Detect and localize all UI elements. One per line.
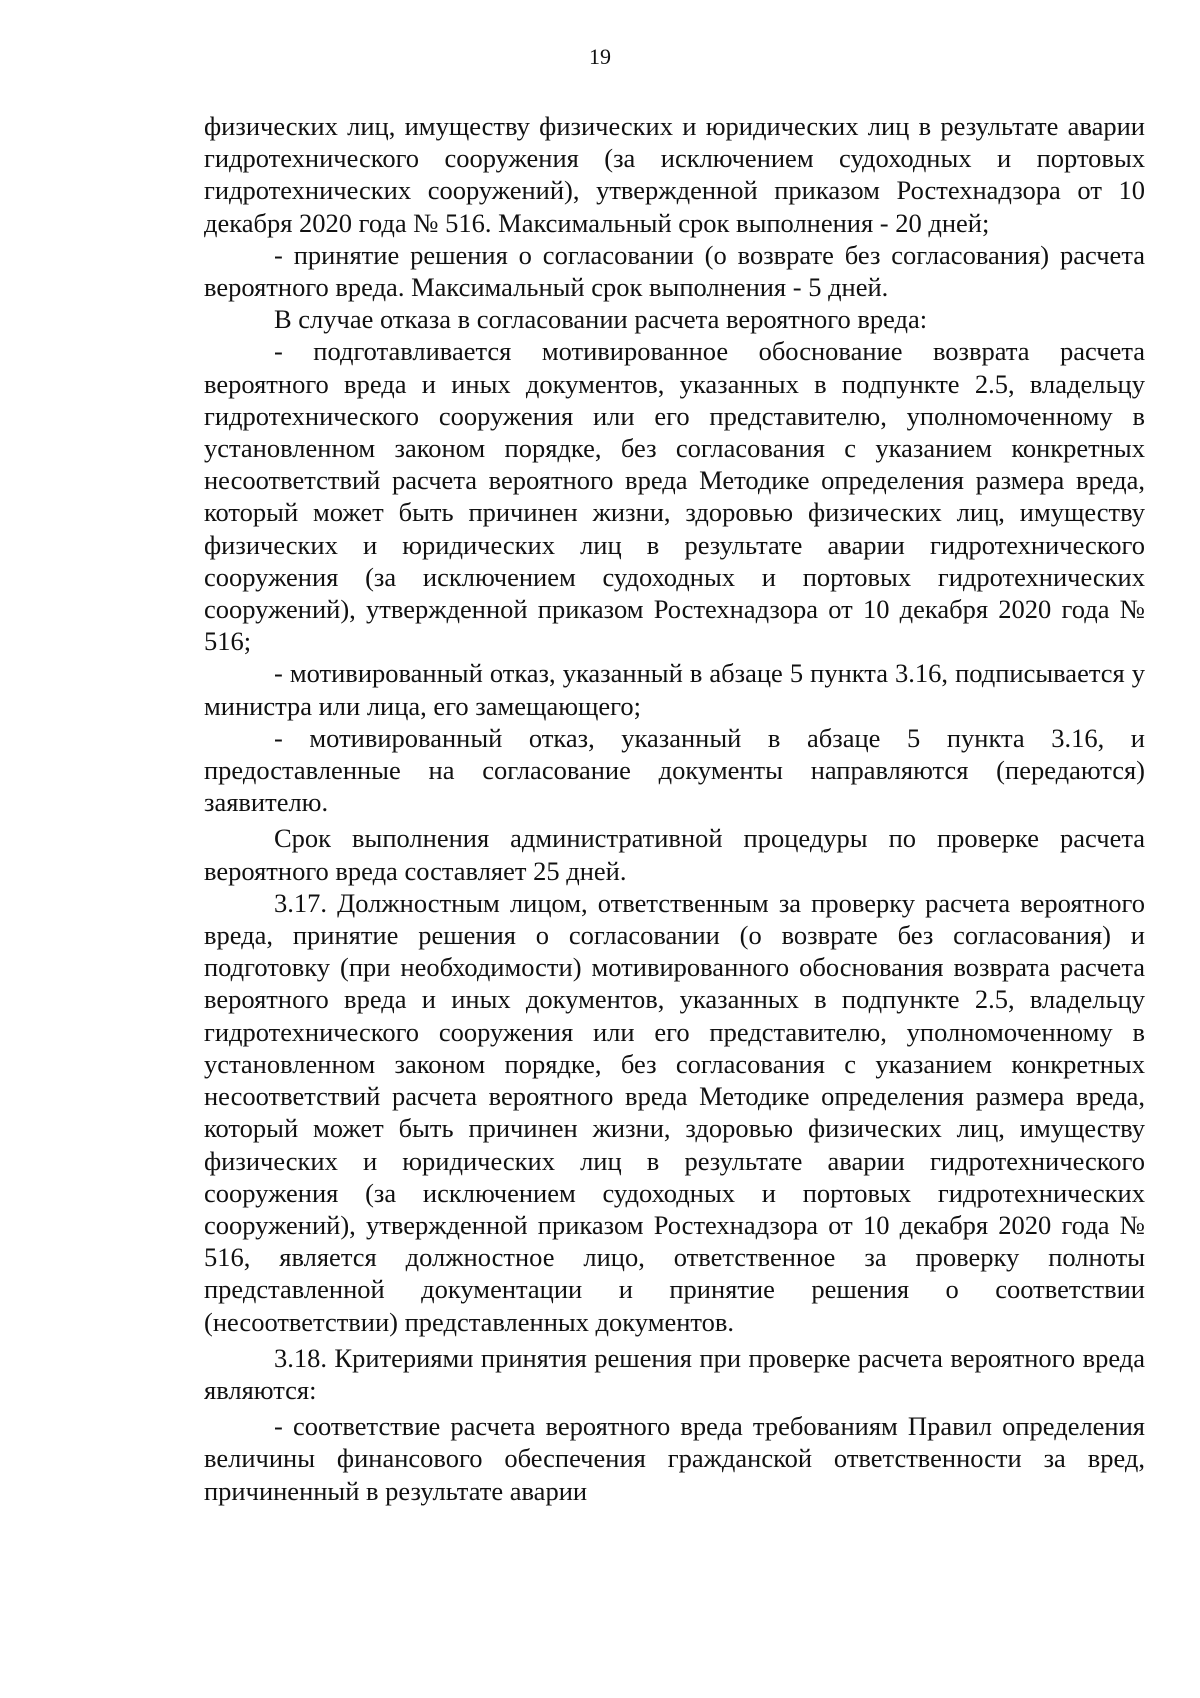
- document-body: [204, 110, 1145, 1507]
- paragraph-criteria-bullet: - соответствие расчета вероятного вреда требованиям Правил определения величины финансового обеспечения гражданской ответственности за вред, причиненный в результате аварии: [204, 1411, 1145, 1506]
- paragraph-refusal-bullet-3: - мотивированный отказ, указанный в абзаце 5 пункта 3.16, и предоставленные на согласование документы направляются (передаются) заявителю.: [204, 722, 1145, 818]
- paragraph-refusal-bullet-2: - мотивированный отказ, указанный в абзаце 5 пункта 3.16, подписывается у министра или лица, его замещающего;: [204, 658, 1145, 721]
- paragraph-refusal-bullet-1: - подготавливается мотивированное обоснование возврата расчета вероятного вреда и иных документов, указанных в подпункте 2.5, владельцу гидротехнического сооружения или его представителю, уполномоченному в установленном законом порядке, без согласования с указанием конкретных несоответствий расчета вероятного вреда Методике определения размера вреда, который может быть причинен жизни, здоровью физических лиц, имуществу физических и юридических лиц в результате аварии гидротехнического сооружения (за исключением судоходных и портовых гидротехнических сооружений), утвержденной приказом Ростехнадзора от 10 декабря 2020 года № 516;: [204, 336, 1145, 657]
- paragraph-clause-3-18: 3.18. Критериями принятия решения при проверке расчета вероятного вреда являются:: [204, 1342, 1145, 1405]
- page-number: 19: [589, 44, 611, 69]
- paragraph-decision-bullet: - принятие решения о согласовании (о возврате без согласования) расчета вероятного вреда. Максимальный срок выполнения - 5 дней.: [204, 239, 1145, 303]
- paragraph-refusal-intro: В случае отказа в согласовании расчета вероятного вреда:: [274, 304, 928, 335]
- paragraph-procedure-term: Срок выполнения административной процедуры по проверке расчета вероятного вреда составляет 25 дней.: [204, 823, 1145, 886]
- paragraph-clause-3-17: 3.17. Должностным лицом, ответственным за проверку расчета вероятного вреда, принятие решения о согласовании (о возврате без согласования) и подготовку (при необходимости) мотивированного обоснования возврата расчета вероятного вреда и иных документов, указанных в подпункте 2.5, владельцу гидротехнического сооружения или его представителю, уполномоченному в установленном законом порядке, без согласования с указанием конкретных несоответствий расчета вероятного вреда Методике определения размера вреда, который может быть причинен жизни, здоровью физических лиц, имуществу физических и юридических лиц в результате аварии гидротехнического сооружения (за исключением судоходных и портовых гидротехнических сооружений), утвержденной приказом Ростехнадзора от 10 декабря 2020 года № 516, является должностное лицо, ответственное за проверку полноты представленной документации и принятие решения о соответствии (несоответствии) представленных документов.: [204, 887, 1145, 1337]
- paragraph-continuation: физических лиц, имуществу физических и юридических лиц в результате аварии гидротехнического сооружения (за исключением судоходных и портовых гидротехнических сооружений), утвержденной приказом Ростехнадзора от 10 декабря 2020 года № 516. Максимальный срок выполнения - 20 дней;: [204, 111, 1145, 238]
